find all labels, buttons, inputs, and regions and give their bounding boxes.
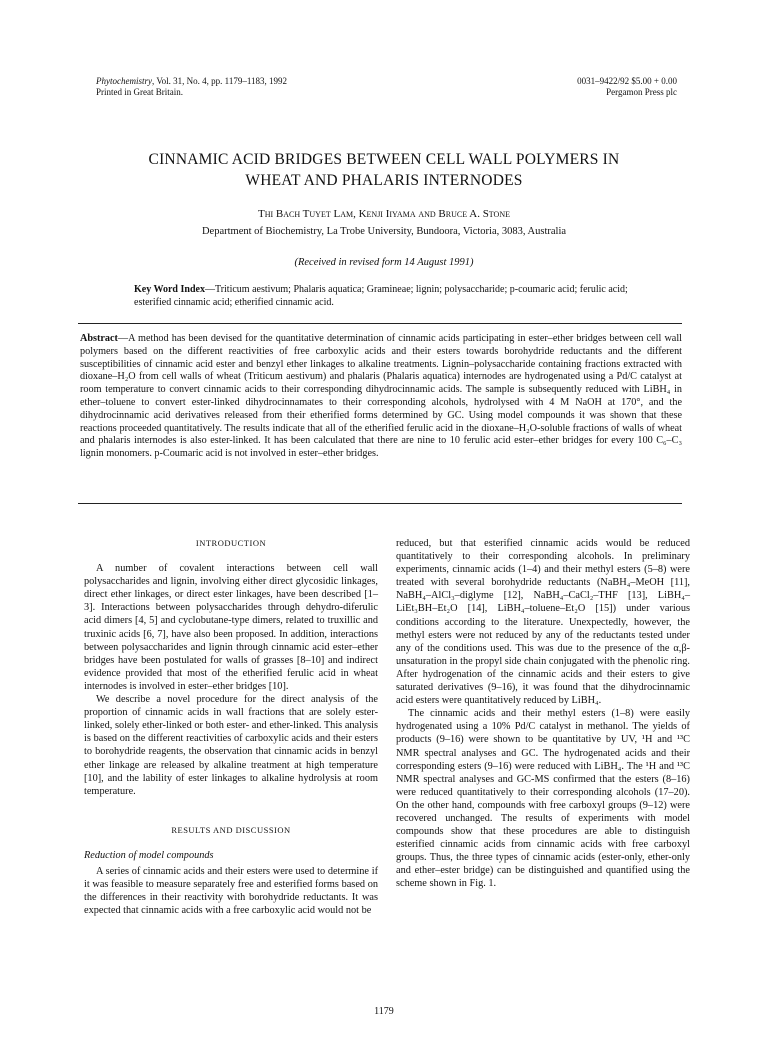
header-right <box>577 76 677 98</box>
journal-name: Phytochemistry <box>96 76 152 86</box>
right-column <box>396 537 690 891</box>
publisher: Pergamon Press plc <box>606 87 677 97</box>
title-line-2: WHEAT AND PHALARIS INTERNODES <box>245 172 523 189</box>
subsection-heading: Reduction of model compounds <box>84 849 214 861</box>
header-left <box>96 76 287 98</box>
keywords-label: Key Word Index <box>134 284 205 295</box>
left-column <box>84 537 378 917</box>
article-title <box>80 149 688 191</box>
results-heading: RESULTS AND DISCUSSION <box>171 824 291 835</box>
abstract-label: Abstract <box>80 333 118 344</box>
printed-note: Printed in Great Britain. <box>96 87 183 97</box>
authors: Thi Bach Tuyet Lam, Kenji Iiyama and Bruce A. Stone <box>257 208 510 220</box>
affiliation: Department of Biochemistry, La Trobe University, Bundoora, Victoria, 3083, Australia <box>201 226 567 237</box>
abstract-top-rule <box>78 323 682 324</box>
received-date: (Received in revised form 14 August 1991) <box>294 257 474 268</box>
abstract <box>80 333 682 461</box>
intro-paragraph-2: We describe a novel procedure for the direct analysis of the proportion of cinnamic acids in wall fractions that are solely ester-linked, solely ether-linked or both ester- and ether-linked. This analysis is based on the different reactivities of carboxylic acids and their esters to borohydride reagents, the observation that cinnamic acids in benzyl ether linkage are released by alkaline treatment at high temperature [10], and the lability of ester linkages to alkaline hydrolysis at room temperature. <box>84 694 378 797</box>
results-paragraph-1: A series of cinnamic acids and their esters were used to determine if it was feasible to measure separately free and esterified forms based on the differences in their reactivity with borohydride reductants. It was expected that cinnamic acids with a free carboxylic acid would not be <box>84 865 378 917</box>
keywords-text: —Triticum aestivum; Phalaris aquatica; Gramineae; lignin; polysaccharide; p-coumaric acid; ferulic acid; esterified cinnamic acid; etherified cinnamic acid. <box>134 284 628 308</box>
right-paragraph-1: reduced, but that esterified cinnamic acids would be reduced quantitatively to their corresponding alcohols. In preliminary experiments, cinnamic acids (1–4) and their methyl esters (5–8) were treated with several borohydride reductants (NaBH₄–MeOH [11], NaBH₄–AlCl₃–diglyme [12], NaBH₄–CaCl₂–THF [13], LiBH₄–LiEt₃BH–Et₂O [14], LiBH₄–toluene–Et₂O [15]) under various conditions according to the literature. Unexpectedly, however, the methyl esters were not reduced by any of the reductants tested under any of the conditions used. This was due to the presence of the α,β-unsaturation in the propyl side chain conjugated with the phenolic ring. After hydrogenation of the cinnamic acids and their esters to give saturated derivatives (9–16), it was found that the dihydrocinnamic acid esters were quantitatively reduced by LiBH₄. <box>396 538 690 707</box>
right-paragraph-2: The cinnamic acids and their methyl esters (1–8) were easily hydrogenated using a 10% Pd/C catalyst in methanol. The yields of products (9–16) were shown to be quantitative by UV, ¹H and ¹³C NMR spectral analyses and GC. The hydrogenated acids and their corresponding esters (9–16) were reduced with LiBH₄. The ¹H and ¹³C NMR spectral analyses and GC-MS confirmed that the esters (8–16) were reduced quantitatively to their corresponding alcohols (17–20). On the other hand, compounds with free carboxyl groups (9–12) were recovered unchanged. The results of experiments with model compounds show that these procedures are able to distinguish esterified cinnamic acids from cinnamic acids with free carboxyl groups. Thus, the three types of cinnamic acids (ester-only, ether-only and ether–ester bridge) can be distinguished and quantified using the scheme shown in Fig. 1. <box>396 708 690 890</box>
journal-citation: , Vol. 31, No. 4, pp. 1179–1183, 1992 <box>151 76 287 86</box>
intro-paragraph-1: A number of covalent interactions between cell wall polysaccharides and lignin, involving either direct glycosidic linkages, direct ether linkages, or direct ester linkages, have been described [1–3]. Interactions between polysaccharides through dehydro-diferulic acid dimers [4, 5] and cyclobutane-type dimers, related to truxillic and truxinic acids [6, 7], have also been proposed. In addition, interactions between polysaccharides and lignin through cinnamic acid ester–ether bridges have been postulated for walls of grasses [8–10] and indirect evidence provided that most of the etherified ferulic acid in wheat internodes is involved in ester–ether bridges [10]. <box>84 563 378 692</box>
abstract-bottom-rule <box>78 503 682 504</box>
keywords <box>134 283 634 309</box>
abstract-text: —A method has been devised for the quantitative determination of cinnamic acids participating in ester–ether bridges between cell wall polymers based on the different reactivities of free carboxylic acids and their esters towards borohydride reductants and the different susceptibilities of cinnamic acid ester and benzyl ether linkages to alkaline treatments. Lignin–polysaccharide containing fractions extracted with dioxane–H₂O from cell walls of wheat (Triticum aestivum) and phalaris (Phalaris aquatica) internodes are hydrogenated using a Pd/C catalyst at room temperature to convert cinnamic acids to their corresponding dihydrocinnamic acids. The sample is subsequently reduced with LiBH₄ in ether–toluene to convert ester-linked dihydrocinnamates to their corresponding alcohols, hydrolysed with 4 M NaOH at 170°, and the dihydrocinnamic acid derivatives released from their etherified forms determined by GC. Using model compounds it was shown that these reactions proceeded quantitatively. The results indicate that all of the etherified ferulic acid in the dioxane–H₂O-soluble fractions of walls of wheat and phalaris internodes is also ester-linked. It has been calculated that there are nine to 10 ferulic acid ester–ether bridges for every 100 C₆–C₃ lignin monomers. p-Coumaric acid is not involved in ester–ether bridges. <box>80 333 682 460</box>
introduction-heading: INTRODUCTION <box>195 538 267 548</box>
title-line-1: CINNAMIC ACID BRIDGES BETWEEN CELL WALL POLYMERS IN <box>148 151 620 168</box>
page-number: 1179 <box>374 1006 394 1017</box>
issn-code: 0031–9422/92 $5.00 + 0.00 <box>577 76 677 86</box>
